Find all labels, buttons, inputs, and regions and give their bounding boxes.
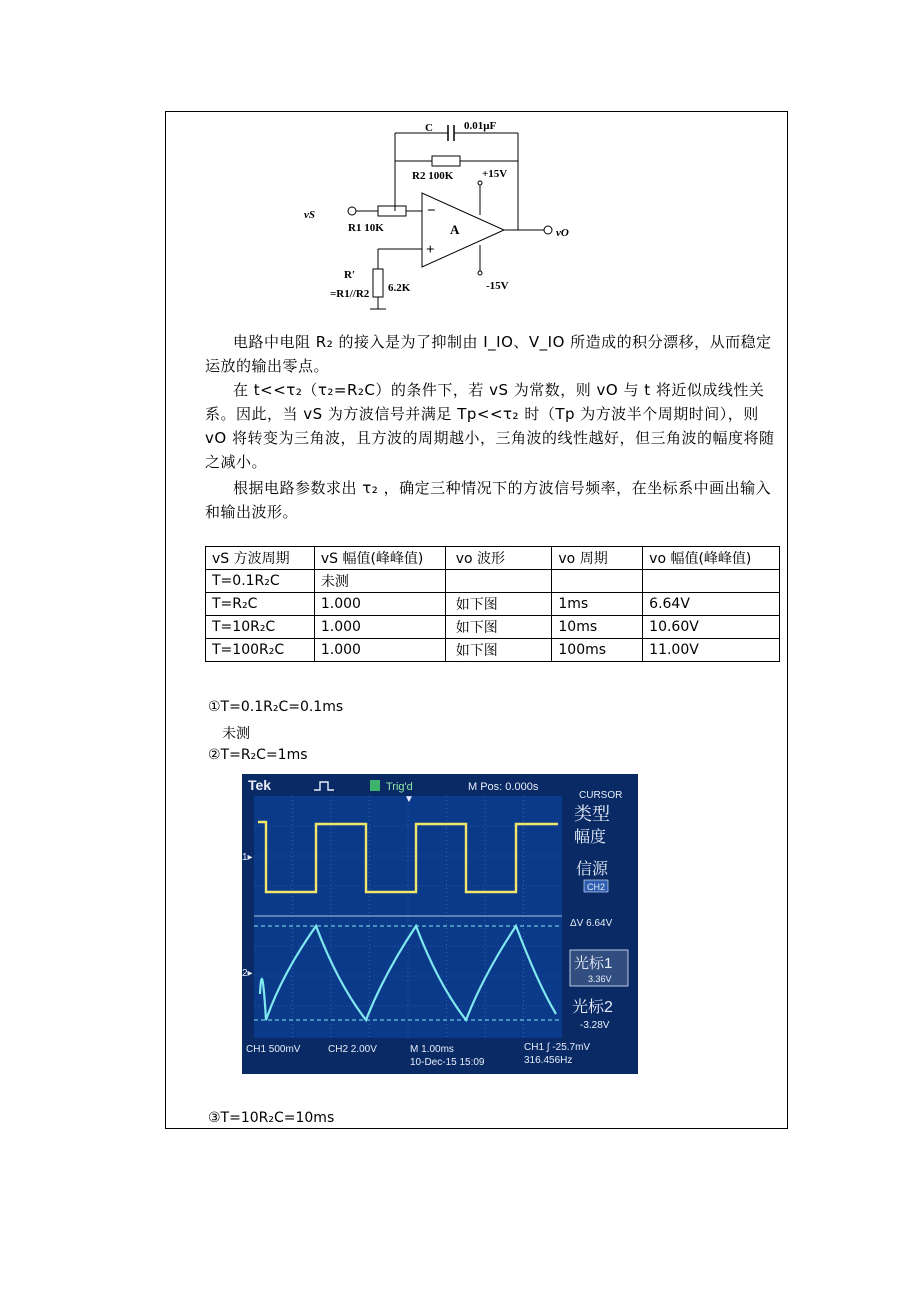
table-cell: 如下图 xyxy=(445,616,552,639)
plus-sign: + xyxy=(426,242,435,258)
amp-label: A xyxy=(450,222,460,237)
rprime-eq: =R1//R2 xyxy=(330,288,370,300)
section-3-title: ③T=10R₂C=10ms xyxy=(208,1110,335,1126)
cap-value: 0.01μF xyxy=(464,120,497,132)
ch2-scale: CH2 2.00V xyxy=(328,1044,377,1055)
cursor-type-label[interactable]: 类型 xyxy=(574,804,610,824)
table-header: vo 波形 xyxy=(445,547,552,570)
paragraph-1: 电路中电阻 R₂ 的接入是为了抑制由 I_IO、V_IO 所造成的积分漂移，从而稳定运放的输出零点。 xyxy=(205,333,772,375)
table-cell: 如下图 xyxy=(445,639,552,662)
paragraph-2: 在 t<<τ₂（τ₂=R₂C）的条件下，若 vS 为常数，则 vO 与 t 将近似成线性关系。因此，当 vS 为方波信号并满足 Tp<<τ₂ 时（Tp 为方波半个周期时间），则 vO 将转变为三角波，且方波的周期越小，三角波的线性越好，但三角波的幅度将随之减小。 xyxy=(205,381,775,471)
measurement-table xyxy=(205,546,780,662)
horizontal-position: M Pos: 0.000s xyxy=(468,781,539,793)
cursor-delta-v: ΔV 6.64V xyxy=(570,918,613,929)
table-cell: 1.000 xyxy=(314,616,445,639)
cursor-source-label[interactable]: 信源 xyxy=(576,861,609,878)
cap-label: C xyxy=(425,122,433,134)
ch2-marker: 2▸ xyxy=(242,968,253,979)
trigger-status: Trig'd xyxy=(386,781,413,793)
table-header: vo 幅值(峰峰值) xyxy=(643,547,780,570)
table-cell xyxy=(552,570,643,593)
vpos-label: +15V xyxy=(482,168,508,180)
table-cell xyxy=(643,570,780,593)
cursor-2-label[interactable]: 光标2 xyxy=(572,999,613,1016)
cursor-2-value: -3.28V xyxy=(580,1020,610,1031)
table-cell: 11.00V xyxy=(643,639,780,662)
trigger-level: CH1 ∫ -25.7mV xyxy=(524,1042,591,1053)
table-cell: 100ms xyxy=(552,639,643,662)
table-cell: T=R₂C xyxy=(206,593,315,616)
frequency-readout: 316.456Hz xyxy=(524,1055,573,1066)
table-cell: T=100R₂C xyxy=(206,639,315,662)
cursor-source-value: CH2 xyxy=(587,882,606,892)
table-cell: 10.60V xyxy=(643,616,780,639)
scope-brand: Tek xyxy=(248,777,272,793)
cursor-menu-title: CURSOR xyxy=(579,790,623,801)
table-cell: 如下图 xyxy=(445,593,552,616)
table-cell: 未测 xyxy=(314,570,445,593)
trigger-status-icon xyxy=(370,780,380,791)
table-cell: 1.000 xyxy=(314,593,445,616)
cursor-type-value: 幅度 xyxy=(574,829,607,846)
section-1-note: 未测 xyxy=(222,726,250,742)
capture-date: 10-Dec-15 15:09 xyxy=(410,1057,485,1068)
table-header-row xyxy=(206,547,780,570)
ch1-scale: CH1 500mV xyxy=(246,1044,301,1055)
vo-label: vO xyxy=(556,227,569,239)
minus-sign: − xyxy=(427,203,436,219)
table-cell: 1ms xyxy=(552,593,643,616)
cursor-1-label: 光标1 xyxy=(574,955,613,972)
ch1-marker: 1▸ xyxy=(242,852,253,863)
table-row xyxy=(206,593,780,616)
table-cell: T=0.1R₂C xyxy=(206,570,315,593)
paragraph-3: 根据电路参数求出 τ₂ ，确定三种情况下的方波信号频率，在坐标系中画出输入和输出波形。 xyxy=(205,479,772,521)
vneg-label: -15V xyxy=(486,280,509,292)
integrator-circuit-diagram xyxy=(300,115,600,310)
r2-label: R2 100K xyxy=(412,170,454,182)
table-cell xyxy=(445,570,552,593)
table-row xyxy=(206,616,780,639)
rprime-label: R′ xyxy=(344,269,356,281)
table-row xyxy=(206,639,780,662)
vs-label: vS xyxy=(304,209,315,221)
r1-label: R1 10K xyxy=(348,222,384,234)
table-cell: 6.64V xyxy=(643,593,780,616)
trigger-position-marker: ▼ xyxy=(404,794,414,805)
time-scale: M 1.00ms xyxy=(410,1044,454,1055)
rprime-value: 6.2K xyxy=(388,282,411,294)
table-header: vo 周期 xyxy=(552,547,643,570)
cursor-1-value: 3.36V xyxy=(588,974,612,984)
section-1-title: ①T=0.1R₂C=0.1ms xyxy=(208,699,344,715)
section-2-title: ②T=R₂C=1ms xyxy=(208,747,308,763)
table-header: vS 幅值(峰峰值) xyxy=(314,547,445,570)
table-cell: 10ms xyxy=(552,616,643,639)
table-cell: T=10R₂C xyxy=(206,616,315,639)
oscilloscope-screenshot xyxy=(242,774,638,1074)
table-row xyxy=(206,570,780,593)
table-cell: 1.000 xyxy=(314,639,445,662)
table-header: vS 方波周期 xyxy=(206,547,315,570)
